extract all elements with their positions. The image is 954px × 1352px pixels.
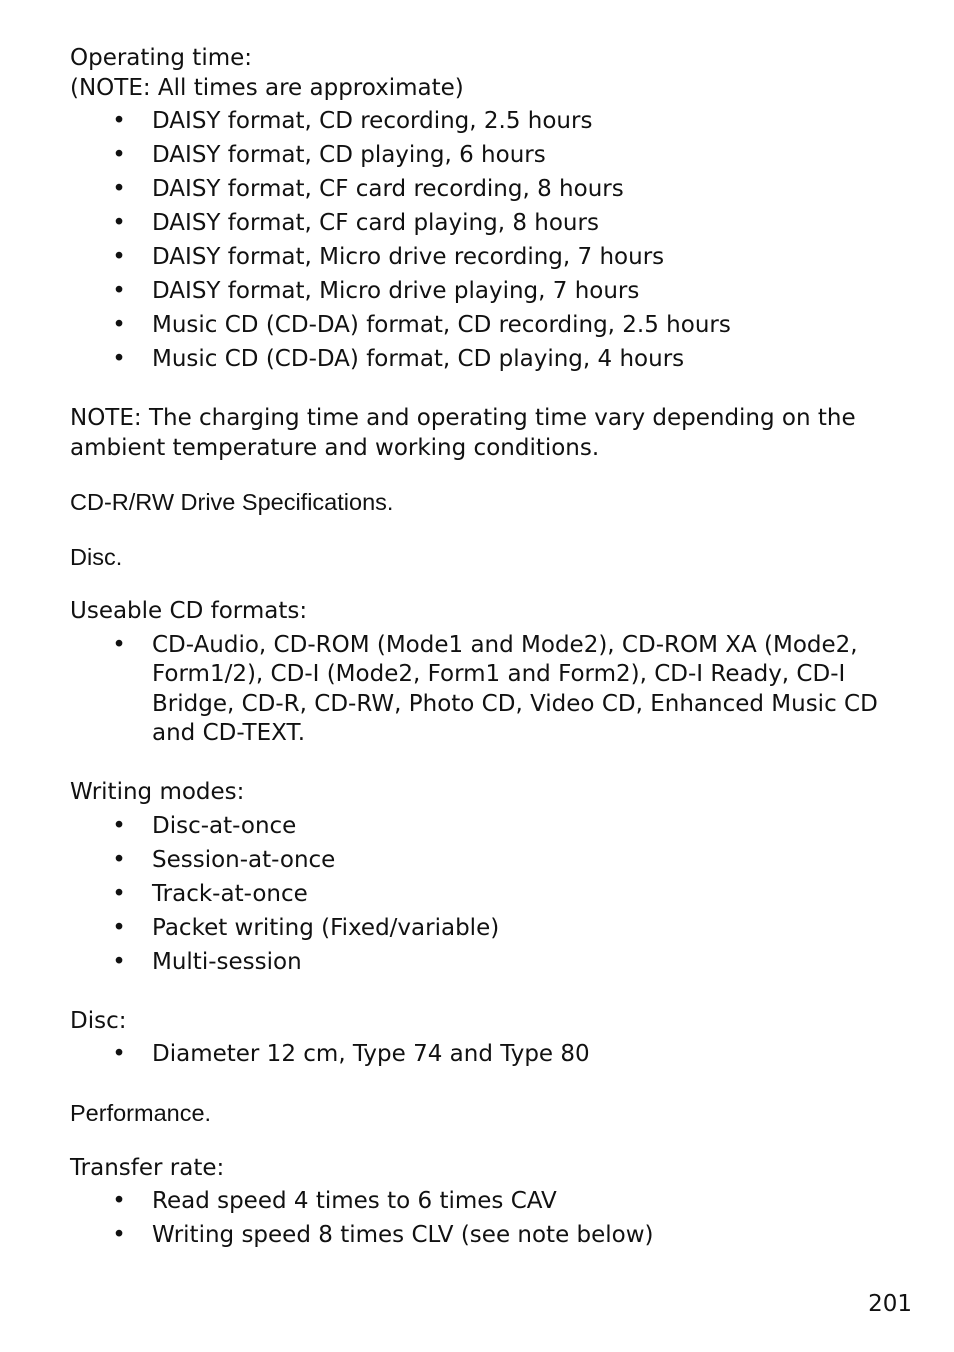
formats-list (70, 631, 930, 749)
list-item: • DAISY format, CF card playing, 8 hours (70, 209, 930, 239)
bullet-icon: • (112, 176, 126, 202)
list-item: • Music CD (CD-DA) format, CD playing, 4 hours (70, 345, 930, 375)
list-item: • Disc-at-once (70, 812, 930, 842)
list-item: • Packet writing (Fixed/variable) (70, 914, 930, 944)
list-item: • DAISY format, CD playing, 6 hours (70, 141, 930, 171)
bullet-icon: • (112, 914, 126, 941)
bullet-icon: • (112, 846, 126, 873)
operating-time-heading: Operating time: (70, 45, 253, 71)
operating-time-list (70, 107, 930, 375)
bullet-icon: • (112, 1222, 126, 1248)
disc-heading: Disc: (70, 1007, 127, 1034)
bullet-icon: • (112, 812, 126, 839)
charging-note-line-1: NOTE: The charging time and operating time vary depending on the (70, 405, 856, 431)
document-page (70, 44, 930, 1255)
charging-note-line-2: ambient temperature and working conditions. (70, 434, 600, 461)
bullet-icon: • (112, 631, 126, 658)
list-item: • Session-at-once (70, 846, 930, 876)
bullet-icon: • (112, 346, 126, 372)
disc-list (70, 1040, 930, 1070)
list-item: • Diameter 12 cm, Type 74 and Type 80 (70, 1040, 930, 1070)
list-item: • DAISY format, CD recording, 2.5 hours (70, 107, 930, 137)
list-item: • Track-at-once (70, 880, 930, 910)
writing-modes-list (70, 812, 930, 978)
list-item: • CD-Audio, CD-ROM (Mode1 and Mode2), CD-ROM XA (Mode2, Form1/2), CD-I (Mode2, Form1 and Form2), CD-I Ready, CD-I Bridge, CD-R, CD-RW, Photo CD, Video CD, Enhanced Music CD and CD-TEXT. (112, 631, 878, 746)
bullet-icon: • (112, 278, 126, 304)
list-item: • DAISY format, Micro drive recording, 7 hours (70, 243, 930, 273)
list-item: • Music CD (CD-DA) format, CD recording, 2.5 hours (70, 311, 930, 341)
list-item: • DAISY format, CF card recording, 8 hours (70, 175, 930, 205)
operating-time-note: (NOTE: All times are approximate) (70, 74, 464, 101)
transfer-rate-heading: Transfer rate: (70, 1154, 225, 1181)
performance-title: Performance. (70, 1100, 212, 1126)
bullet-icon: • (112, 880, 126, 907)
bullet-icon: • (112, 1188, 126, 1214)
formats-heading: Useable CD formats: (70, 598, 308, 624)
bullet-icon: • (112, 244, 126, 270)
list-item: • Writing speed 8 times CLV (see note below) (70, 1221, 930, 1251)
bullet-icon: • (112, 312, 126, 338)
drive-specs-title: CD-R/RW Drive Specifications. (70, 489, 394, 515)
list-item: • Read speed 4 times to 6 times CAV (70, 1187, 930, 1217)
bullet-icon: • (112, 210, 126, 236)
writing-modes-heading: Writing modes: (70, 779, 245, 805)
bullet-icon: • (112, 142, 126, 168)
list-item: • DAISY format, Micro drive playing, 7 hours (70, 277, 930, 307)
bullet-icon: • (112, 108, 126, 134)
disc-section-title: Disc. (70, 543, 123, 570)
page-number: 201 (868, 1291, 912, 1317)
list-item: • Multi-session (70, 948, 930, 978)
bullet-icon: • (112, 948, 126, 975)
transfer-rate-list (70, 1187, 930, 1251)
bullet-icon: • (112, 1041, 126, 1067)
